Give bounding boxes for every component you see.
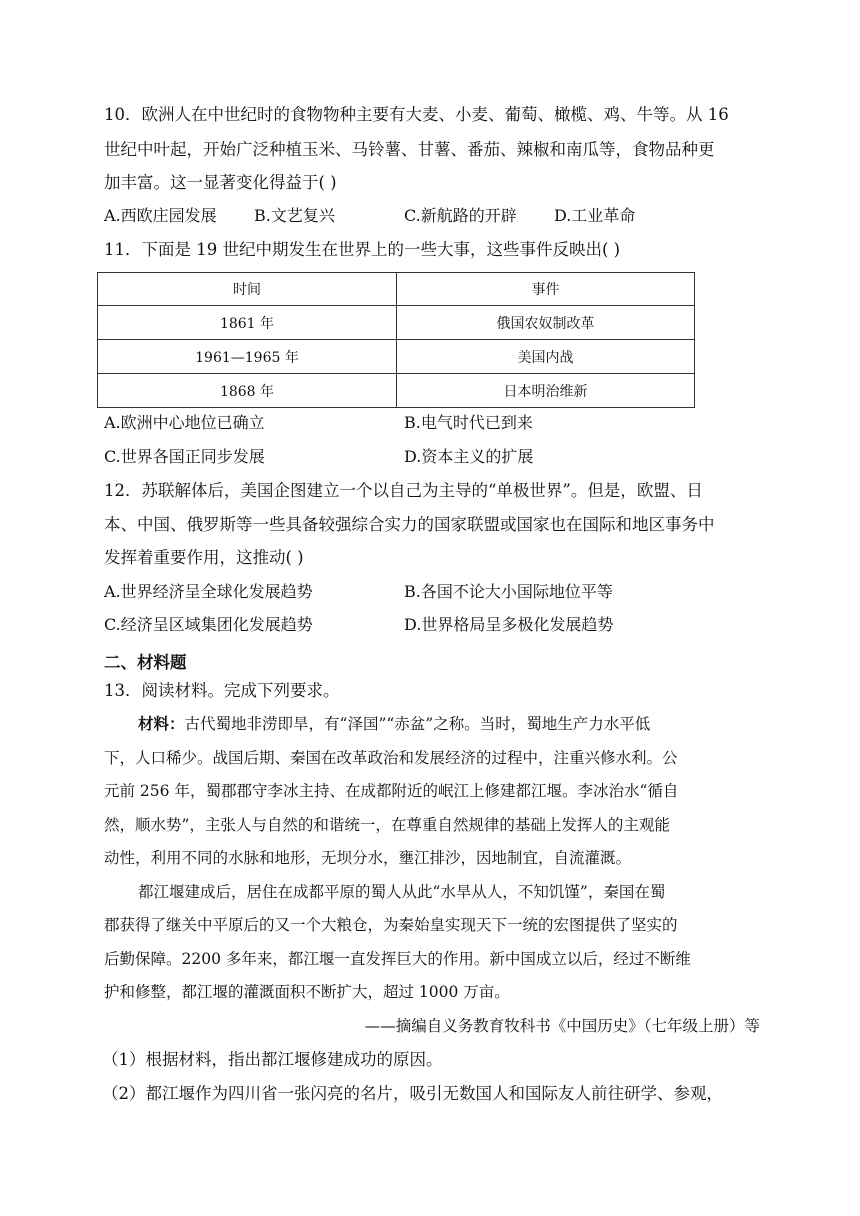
q11-option-b: B.电气时代已到来	[404, 413, 533, 432]
q10-option-a: A.西欧庄园发展	[104, 206, 217, 225]
q11-option-d: D.资本主义的扩展	[404, 447, 534, 466]
q10-line-1: 10．欧洲人在中世纪时的食物物种主要有大麦、小麦、葡萄、橄榄、鸡、牛等。从 16	[104, 105, 729, 124]
q12-option-a: A.世界经济呈全球化发展趋势	[104, 582, 313, 601]
q11-stem: 11．下面是 19 世纪中期发生在世界上的一些大事，这些事件反映出( )	[104, 240, 621, 259]
table-header-row	[98, 273, 695, 306]
q13-sub-2: （2）都江堰作为四川省一张闪亮的名片，吸引无数国人和国际友人前往研学、参观，	[102, 1084, 723, 1103]
q13-sub-1: （1）根据材料，指出都江堰修建成功的原因。	[102, 1050, 443, 1069]
q10-option-c: C.新航路的开辟	[404, 206, 517, 225]
table-header-event: 事件	[397, 273, 695, 306]
table-header-time: 时间	[98, 273, 397, 306]
section-heading: 二、材料题	[104, 653, 187, 672]
table-row	[98, 306, 695, 340]
material-para1-line-2: 下，人口稀少。战国后期、秦国在改革政治和发展经济的过程中，注重兴修水利。公	[104, 749, 678, 767]
table-cell-event: 日本明治维新	[397, 374, 695, 408]
material-source: ——摘编自义务教育牧科书《中国历史》（七年级上册）等	[364, 1017, 760, 1035]
material-para1-line-4: 然，顺水势”，主张人与自然的和谐统一，在尊重自然规律的基础上发挥人的主观能	[104, 816, 670, 834]
table-row	[98, 374, 695, 408]
q10-option-d: D.工业革命	[554, 206, 636, 225]
q12-option-b: B.各国不论大小国际地位平等	[404, 582, 613, 601]
q12-line-3: 发挥着重要作用，这推动( )	[104, 548, 304, 567]
q12-option-c: C.经济呈区域集团化发展趋势	[104, 615, 313, 634]
material-para2-line-2: 郡获得了继关中平原后的又一个大粮仓，为秦始皇实现天下一统的宏图提供了坚实的	[104, 916, 678, 934]
material-para2-line-3: 后勤保障。2200 多年来，都江堰一直发挥巨大的作用。新中国成立以后，经过不断维	[104, 950, 691, 968]
q10-option-b: B.文艺复兴	[254, 206, 335, 225]
q11-option-a: A.欧洲中心地位已确立	[104, 413, 265, 432]
events-table	[97, 272, 695, 408]
table-row	[98, 340, 695, 374]
table-cell-time: 1868 年	[98, 374, 397, 408]
q12-option-d: D.世界格局呈多极化发展趋势	[404, 615, 614, 634]
material-para1-line-3: 元前 256 年，蜀郡郡守李冰主持、在成都附近的岷江上修建都江堰。李冰治水“循自	[104, 782, 679, 800]
q11-option-c: C.世界各国正同步发展	[104, 447, 265, 466]
material-para2-line-1: 都江堰建成后，居住在成都平原的蜀人从此“水旱从人，不知饥馑”，秦国在蜀	[138, 883, 666, 901]
table-cell-time: 1961—1965 年	[98, 340, 397, 374]
table-cell-time: 1861 年	[98, 306, 397, 340]
q10-line-2: 世纪中叶起，开始广泛种植玉米、马铃薯、甘薯、番茄、辣椒和南瓜等，食物品种更	[104, 140, 715, 159]
q13-stem: 13．阅读材料。完成下列要求。	[104, 681, 340, 700]
material-para2-line-4: 护和修整，都江堰的灌溉面积不断扩大，超过 1000 万亩。	[104, 983, 510, 1001]
material-para1-line-1	[138, 713, 764, 735]
table-cell-event: 俄国农奴制改革	[397, 306, 695, 340]
q12-line-1: 12．苏联解体后，美国企图建立一个以自己为主导的“单极世界”。但是，欧盟、日	[104, 481, 703, 500]
q10-line-3: 加丰富。这一显著变化得益于( )	[104, 173, 337, 192]
material-para1-line-5: 动性，利用不同的水脉和地形，无坝分水，壅江排沙，因地制宜，自流灌溉。	[104, 849, 632, 867]
q12-line-2: 本、中国、俄罗斯等一些具备较强综合实力的国家联盟或国家也在国际和地区事务中	[104, 515, 715, 534]
material-label: 材料：	[138, 714, 185, 733]
table-cell-event: 美国内战	[397, 340, 695, 374]
material-text: 古代蜀地非涝即旱，有“泽国”“赤盆”之称。当时，蜀地生产力水平低	[184, 715, 651, 733]
